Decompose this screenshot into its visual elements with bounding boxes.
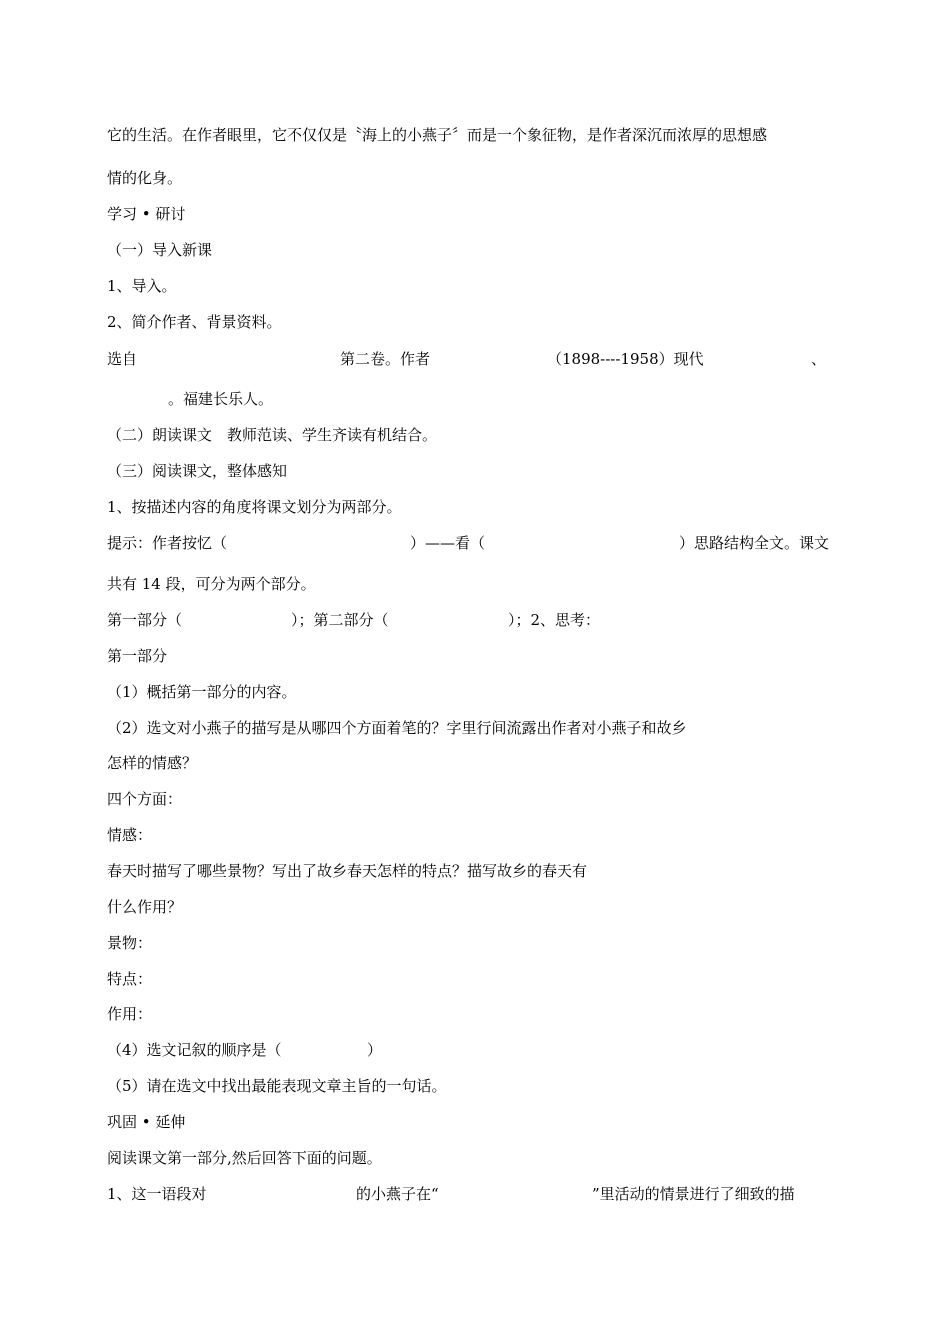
paragraph-line: 情的化身。	[107, 169, 183, 187]
question-item: （1）概括第一部分的内容。	[107, 683, 297, 701]
question-item: 春天时描写了哪些景物？写出了故乡春天怎样的特点？描写故乡的春天有	[107, 862, 588, 880]
fill-blank-line	[107, 349, 847, 369]
list-item: 1、按描述内容的角度将课文划分为两部分。	[107, 498, 402, 516]
section-heading: 学习 • 研讨	[107, 205, 186, 223]
paragraph-line: 共有 14 段，可分为两个部分。	[107, 575, 316, 593]
fill-blank-line	[107, 1040, 387, 1060]
answer-label: 特点：	[107, 970, 153, 988]
text-segment: ）；第二部分（	[291, 611, 389, 629]
text-segment: 选自	[107, 350, 138, 368]
paragraph-line: 它的生活。在作者眼里，它不仅仅是〝海上的小燕子〞而是一个象征物，是作者深沉而浓厚的思想感	[107, 126, 768, 144]
answer-label: 情感：	[107, 826, 153, 844]
fill-blank-line	[107, 610, 627, 630]
paragraph-line: 第一部分	[107, 647, 168, 665]
answer-label: 四个方面：	[107, 790, 183, 808]
subsection-heading: （二）朗读课文 教师范读、学生齐读有机结合。	[107, 426, 438, 444]
text-segment: ”里活动的情景进行了细致的描	[592, 1185, 795, 1203]
list-item: 1、导入。	[107, 277, 177, 295]
section-heading: 巩固 • 延伸	[107, 1113, 186, 1131]
question-item: 怎样的情感？	[107, 754, 198, 772]
answer-label: 作用：	[107, 1005, 153, 1023]
question-item: （5）请在选文中找出最能表现文章主旨的一句话。	[107, 1077, 447, 1095]
text-segment: ）——看（	[410, 534, 486, 552]
text-segment: 的小燕子在“	[356, 1185, 439, 1203]
subsection-heading: （一）导入新课	[107, 241, 213, 259]
text-segment: ）；2、思考：	[508, 611, 601, 629]
text-segment: 1、这一语段对	[107, 1185, 207, 1203]
text-segment: 、	[811, 350, 827, 368]
fill-blank-line: 。福建长乐人。	[168, 390, 274, 408]
fill-blank-line	[107, 1184, 847, 1204]
text-segment: 提示：作者按忆（	[107, 534, 228, 552]
question-item: （2）选文对小燕子的描写是从哪四个方面着笔的？字里行间流露出作者对小燕子和故乡	[107, 719, 687, 737]
text-segment: ）	[367, 1041, 383, 1059]
paragraph-line: 阅读课文第一部分,然后回答下面的问题。	[107, 1149, 382, 1167]
text-segment: （1898----1958）现代	[547, 350, 704, 368]
subsection-heading: （三）阅读课文，整体感知	[107, 462, 288, 480]
text-segment: 第二卷。作者	[340, 350, 431, 368]
text-segment: ）思路结构全文。课文	[679, 534, 830, 552]
text-segment: （4）选文记叙的顺序是（	[107, 1041, 282, 1059]
list-item: 2、简介作者、背景资料。	[107, 313, 282, 331]
fill-blank-line	[107, 533, 847, 553]
answer-label: 景物：	[107, 934, 153, 952]
text-segment: 第一部分（	[107, 611, 183, 629]
question-item: 什么作用？	[107, 898, 183, 916]
